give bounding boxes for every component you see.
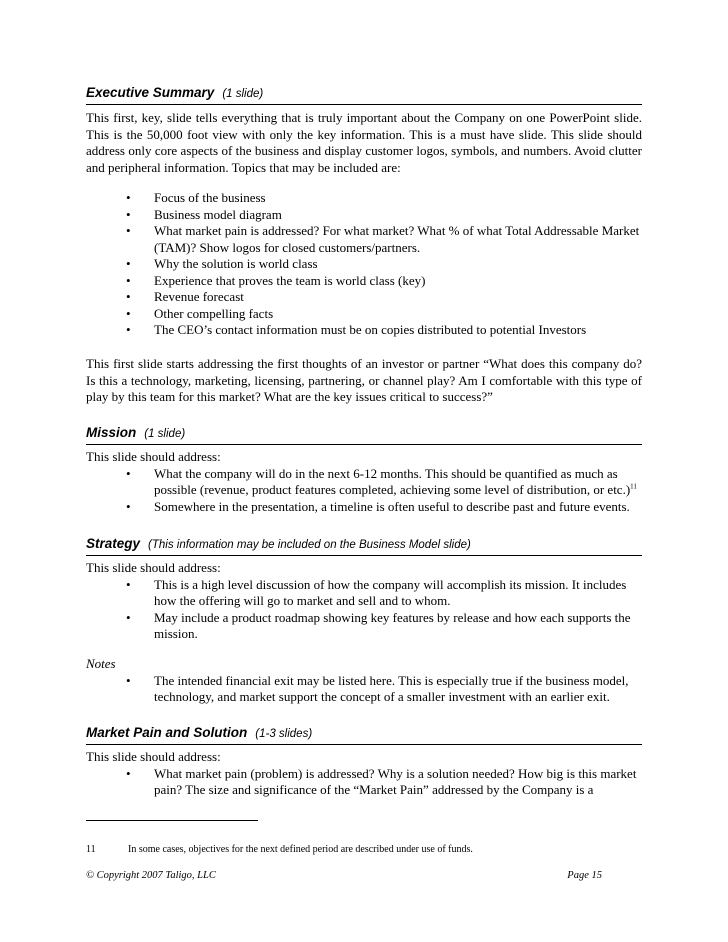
section-strategy	[86, 535, 642, 556]
bullet-icon: •	[126, 305, 131, 321]
bullet-icon: •	[126, 272, 131, 288]
list-item: • What the company will do in the next 6-12 months. This should be quantified as much as possible (revenue, product features completed, achieving some level of distribution, or etc.)$^{11}$	[126, 465, 637, 497]
section-title: Market Pain and Solution	[86, 725, 248, 740]
bullet-icon: •	[126, 256, 131, 271]
bullet-icon: •	[126, 576, 131, 592]
bullet-icon: •	[126, 765, 131, 781]
footnote-divider	[86, 820, 258, 821]
exec-closing-paragraph: This first slide starts addressing the first thoughts of an investor or partner “What does this company do? Is this a technology, marketing, licensing, partnering, or channel play? Am I comfortable with this type of play by this team for this market? What are the key issues critical to success?”	[86, 356, 642, 404]
market-body	[86, 749, 642, 799]
bullet-icon: •	[126, 190, 131, 205]
notes-label: Notes	[86, 656, 116, 671]
bullet-icon: •	[126, 609, 131, 625]
copyright-text: © Copyright 2007 Taligo, LLC	[86, 870, 216, 881]
list-item: • May include a product roadmap showing key features by release and how each supports the mission.	[126, 609, 631, 641]
bullet-icon: •	[126, 465, 131, 481]
section-mission	[86, 424, 642, 445]
list-item: • This is a high level discussion of how the company will accomplish its mission. It includes how the offering will go to market and sell and to whom.	[126, 576, 627, 608]
bullet-icon: •	[126, 289, 131, 304]
bullet-icon: •	[126, 672, 131, 688]
exec-bullet-list	[86, 190, 642, 339]
bullet-icon: •	[126, 498, 131, 514]
section-heading	[86, 424, 642, 445]
section-title: Strategy	[86, 536, 141, 551]
section-heading	[86, 84, 642, 105]
list-item: • Why the solution is world class	[126, 256, 318, 271]
section-heading	[86, 724, 642, 745]
list-item: • What market pain is addressed? For what market? What % of what Total Addressable Market (TAM)? Show logos for closed customers/partners.	[126, 223, 640, 255]
footnote-number: 11	[86, 844, 96, 855]
section-subtitle: (1 slide)	[222, 88, 264, 100]
section-subtitle: (This information may be included on the Business Model slide)	[148, 539, 471, 551]
page-number: Page 15	[567, 870, 602, 881]
strategy-notes	[86, 656, 642, 706]
page-footer	[86, 869, 602, 882]
market-intro: This slide should address:	[86, 749, 221, 764]
footnote-reference: 11	[630, 482, 637, 491]
list-item: • The intended financial exit may be listed here. This is especially true if the business model, technology, and market support the concept of a smaller investment with an earlier exit.	[126, 672, 629, 704]
strategy-body	[86, 560, 642, 643]
mission-intro: This slide should address:	[86, 449, 221, 464]
strategy-intro: This slide should address:	[86, 560, 221, 575]
list-item: • Other compelling facts	[126, 305, 274, 321]
list-item: • Experience that proves the team is world class (key)	[126, 272, 426, 288]
list-item: • Somewhere in the presentation, a timeline is often useful to describe past and future events.	[126, 498, 630, 514]
bullet-icon: •	[126, 322, 131, 337]
bullet-icon: •	[126, 223, 131, 238]
section-executive-summary	[86, 84, 642, 105]
footnote-text: In some cases, objectives for the next defined period are described under use of funds.	[128, 844, 473, 855]
section-title: Executive Summary	[86, 85, 215, 100]
bullet-icon: •	[126, 206, 131, 222]
section-market-pain	[86, 724, 642, 745]
list-item: • What market pain (problem) is addressed? Why is a solution needed? How big is this market pain? The size and significance of the “Market Pain” addressed by the Company is a	[126, 765, 637, 797]
section-title: Mission	[86, 425, 137, 440]
list-item: • Revenue forecast	[126, 289, 244, 304]
section-subtitle: (1-3 slides)	[255, 728, 313, 740]
exec-closing-block	[86, 356, 642, 406]
exec-intro-block	[86, 110, 642, 176]
section-heading	[86, 535, 642, 556]
section-subtitle: (1 slide)	[144, 428, 186, 440]
footnote	[86, 844, 473, 856]
list-item: • The CEO’s contact information must be on copies distributed to potential Investors	[126, 322, 587, 337]
mission-body	[86, 449, 642, 515]
list-item: • Focus of the business	[126, 190, 266, 205]
list-item: • Business model diagram	[126, 206, 282, 222]
exec-intro-paragraph: This first, key, slide tells everything that is truly important about the Company on one PowerPoint slide. This is the 50,000 foot view with only the key information. This is a must have slide. This slide should address only core aspects of the business and display customer logos, symbols, and numbers. Avoid clutter and peripheral information. Topics that may be included are:	[86, 110, 642, 175]
